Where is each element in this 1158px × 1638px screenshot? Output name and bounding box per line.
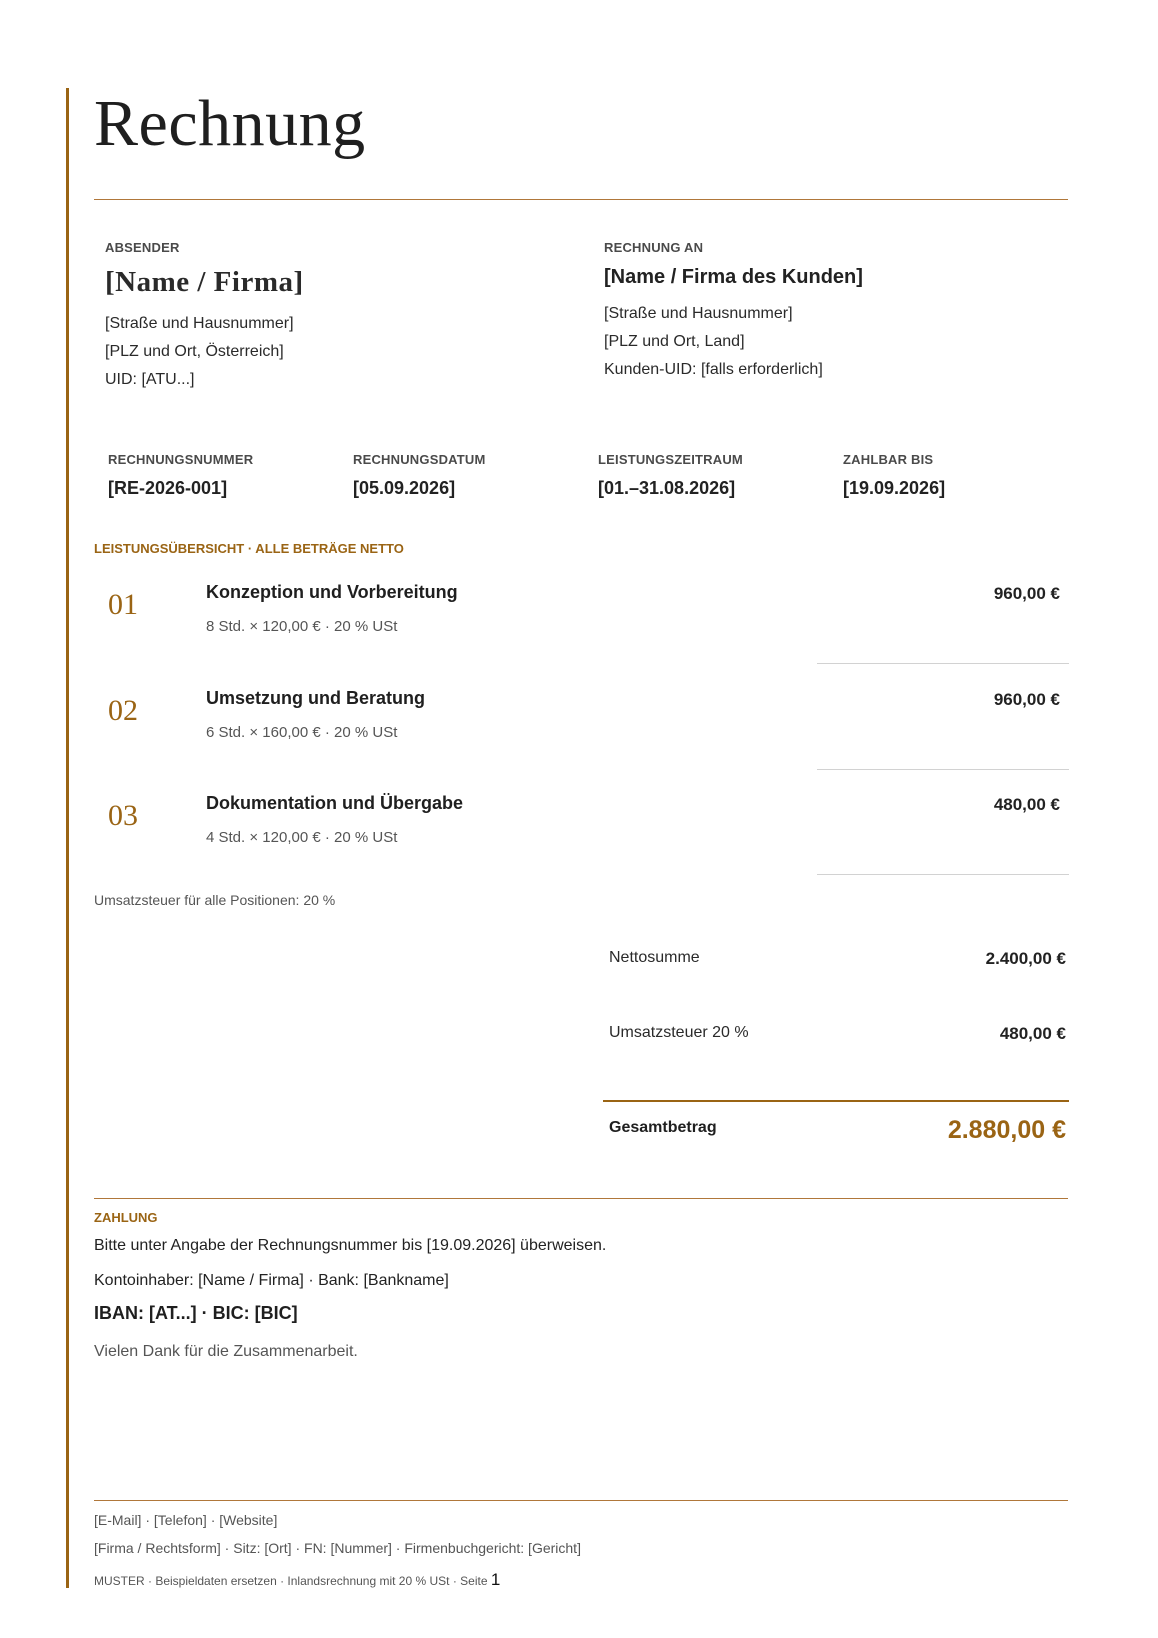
sender-street: [Straße und Hausnummer] <box>105 315 294 332</box>
net-total: 2.400,00 € <box>985 949 1066 968</box>
recipient-street: [Straße und Hausnummer] <box>604 305 793 322</box>
payment-instruction: Bitte unter Angabe der Rechnungsnummer bis [19.09.2026] überweisen. <box>94 1237 607 1254</box>
vat-total-label: Umsatzsteuer 20 % <box>609 1024 749 1041</box>
payment-label: ZAHLUNG <box>94 1210 158 1225</box>
item-amount: 960,00 € <box>993 584 1060 603</box>
vat-note: Umsatzsteuer für alle Positionen: 20 % <box>94 892 336 908</box>
footer-note <box>94 1570 500 1590</box>
item-amount: 960,00 € <box>993 690 1060 709</box>
grand-total-divider <box>603 1100 1069 1102</box>
thanks-note: Vielen Dank für die Zusammenarbeit. <box>94 1343 358 1360</box>
invoice-date-label: RECHNUNGSDATUM <box>353 452 486 467</box>
item-divider <box>817 874 1069 875</box>
recipient-city: [PLZ und Ort, Land] <box>604 333 745 350</box>
bank-details: Kontoinhaber: [Name / Firma] · Bank: [Bankname] <box>94 1272 449 1289</box>
invoice-number: [RE-2026-001] <box>108 478 228 498</box>
accent-bar <box>66 88 69 1588</box>
due-date-label: ZAHLBAR BIS <box>843 452 934 467</box>
page-number: 1 <box>490 1570 501 1589</box>
recipient-uid: Kunden-UID: [falls erforderlich] <box>604 361 823 378</box>
item-number: 03 <box>108 799 138 832</box>
sender-uid: UID: [ATU...] <box>105 371 195 388</box>
item-divider <box>817 769 1069 770</box>
iban-bic: IBAN: [AT...] · BIC: [BIC] <box>94 1303 298 1323</box>
vat-total: 480,00 € <box>999 1024 1066 1043</box>
item-number: 02 <box>108 694 138 727</box>
item-number: 01 <box>108 588 138 621</box>
due-date: [19.09.2026] <box>843 478 946 498</box>
footer-divider <box>94 1500 1068 1501</box>
sender-name: [Name / Firma] <box>105 266 304 298</box>
items-heading: LEISTUNGSÜBERSICHT · ALLE BETRÄGE NETTO <box>94 541 404 556</box>
footer-company: [Firma / Rechtsform] · Sitz: [Ort] · FN: [Nummer] · Firmenbuchgericht: [Gericht] <box>94 1540 581 1556</box>
grand-total: 2.880,00 € <box>947 1116 1066 1144</box>
invoice-date: [05.09.2026] <box>353 478 456 498</box>
item-title: Umsetzung und Beratung <box>206 688 425 708</box>
title-divider <box>94 199 1068 200</box>
item-detail: 4 Std. × 120,00 € · 20 % USt <box>206 829 398 846</box>
sender-city: [PLZ und Ort, Österreich] <box>105 343 284 360</box>
item-amount: 480,00 € <box>993 795 1060 814</box>
net-total-label: Nettosumme <box>609 949 700 966</box>
footer-note-text: MUSTER · Beispieldaten ersetzen · Inlandsrechnung mit 20 % USt · Seite <box>94 1574 488 1588</box>
sender-label: ABSENDER <box>105 240 180 255</box>
recipient-label: RECHNUNG AN <box>604 240 704 255</box>
grand-total-label: Gesamtbetrag <box>609 1119 717 1136</box>
item-divider <box>817 663 1069 664</box>
service-period-label: LEISTUNGSZEITRAUM <box>598 452 743 467</box>
item-detail: 6 Std. × 160,00 € · 20 % USt <box>206 724 398 741</box>
item-title: Dokumentation und Übergabe <box>206 793 464 813</box>
page-title: Rechnung <box>94 87 366 160</box>
footer-contact: [E-Mail] · [Telefon] · [Website] <box>94 1512 278 1528</box>
item-detail: 8 Std. × 120,00 € · 20 % USt <box>206 618 398 635</box>
service-period: [01.–31.08.2026] <box>598 478 736 498</box>
payment-divider <box>94 1198 1068 1199</box>
invoice-number-label: RECHNUNGSNUMMER <box>108 452 254 467</box>
item-title: Konzeption und Vorbereitung <box>206 582 458 602</box>
recipient-name: [Name / Firma des Kunden] <box>604 266 863 288</box>
